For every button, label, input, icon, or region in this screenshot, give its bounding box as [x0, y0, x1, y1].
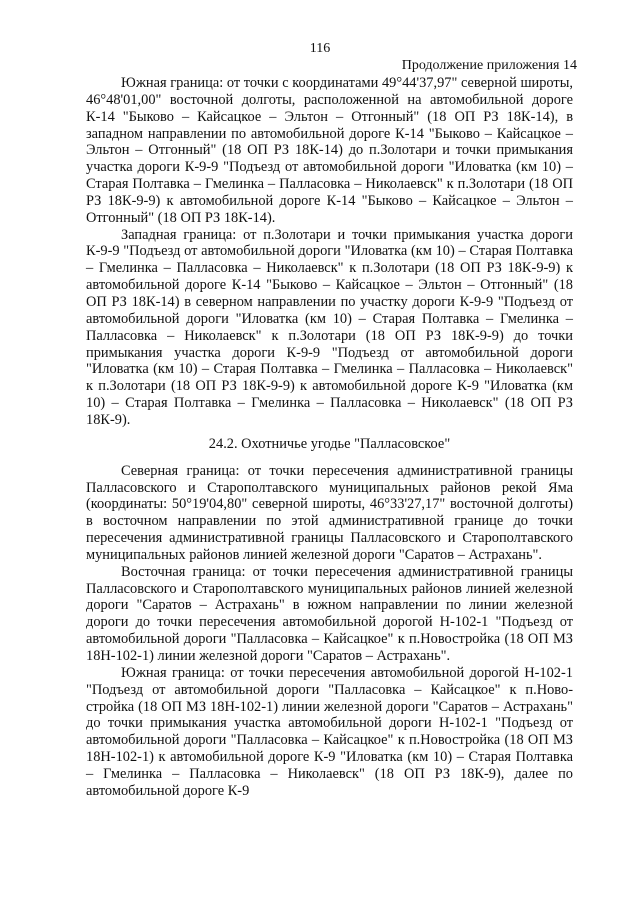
appendix-continuation-label: Продолжение приложения 14	[401, 58, 577, 73]
paragraph-east-border: Восточная граница: от точки пересечения административной границы Палласовского и Старополтавского муниципальных районов линией железной дороги "Саратов – Астрахань" в южном направлении по линии железной дороги до точки пересечения автомобильной дорогой Н-102-1 "Подъезд от автомобильной дороги "Палласовка – Кайсацкое" к п.Новостройка (18 ОП МЗ 18Н-102-1) линии железной дороги "Саратов – Астрахань".	[86, 563, 573, 664]
document-body	[86, 75, 573, 800]
section-heading: 24.2. Охотничье угодье "Палласовское"	[208, 435, 451, 452]
paragraph-south-border-2: Южная граница: от точки пересечения автомобильной дорогой Н-102-1 "Подъезд от автомобильной дороги "Палласовка – Кайсацкое" к п.Новостройка (18 ОП МЗ 18Н-102-1) линии железной дороги "Саратов – Астрахань" до точки примыкания участка автомобильной дороги Н-102-1 "Подъезд от автомобильной дороги "Палласовка – Кайсацкое" к п.Новостройка (18 ОП МЗ 18Н-102-1) к автомобильной дороге К-9 "Иловатка (км 10) – Старая Полтавка – Гмелинка – Палласовка – Николаевск" (18 ОП РЗ 18К-9), далее по автомобильной дороге К-9	[86, 664, 573, 799]
paragraph-north-border: Северная граница: от точки пересечения административной границы Палласовского и Старополтавского муниципальных районов рекой Яма (координаты: 50°19'04,80" северной широты, 46°33'27,17" восточной долготы) в восточном направлении по этой административной границе до точки пересечения административной границы Палласовского и Старополтавского муниципальных районов линией железной дороги "Саратов – Астрахань".	[86, 462, 573, 563]
paragraph-south-border-1: Южная граница: от точки с координатами 49°44'37,97" северной широты, 46°48'01,00" восточной долготы, расположенной на автомобильной дороге К-14 "Быково – Кайсацкое – Эльтон – Отгонный" (18 ОП РЗ 18К-14), в западном направлении по автомобильной дороге К-14 "Быково – Кайсацкое – Эльтон – Отгонный" (18 ОП РЗ 18К-14) до п.Золотари и точки примыкания участка дороги К-9-9 "Подъезд от автомобильной дороги "Иловатка (км 10) – Старая Полтавка – Гмелинка – Палласовка – Николаевск" к п.Золотари (18 ОП РЗ 18К-9-9) к автомобильной дороге К-14 "Быково – Кайсацкое – Эльтон – Отгонный" (18 ОП РЗ 18К-14).	[86, 75, 573, 226]
page-number: 116	[309, 41, 331, 56]
paragraph-west-border: Западная граница: от п.Золотари и точки примыкания участка дороги К-9-9 "Подъезд от автомобильной дороги "Иловатка (км 10) – Старая Полтавка – Гмелинка – Палласовка – Николаевск" к п.Золотари (18 ОП РЗ 18К-9-9) к автомобильной дороге К-14 "Быково – Кайсацкое – Эльтон – Отгонный" (18 ОП РЗ 18К-14) в северном направлении по участку дороги К-9-9 "Подъезд от автомобильной дороги "Иловатка (км 10) – Старая Полтавка – Гмелинка – Палласовка – Николаевск" к п.Золотари (18 ОП РЗ 18К-9-9) до точки примыкания участка дороги К-9-9 "Подъезд от автомобильной дороги "Иловатка (км 10) – Старая Полтавка – Гмелинка – Палласовка – Николаевск" к п.Золотари (18 ОП РЗ 18К-9-9) к автомобильной дороге К-9 "Иловатка (км 10) – Старая Полтавка – Гмелинка – Палласовка – Николаевск" (18 ОП РЗ 18К-9).	[86, 226, 573, 428]
